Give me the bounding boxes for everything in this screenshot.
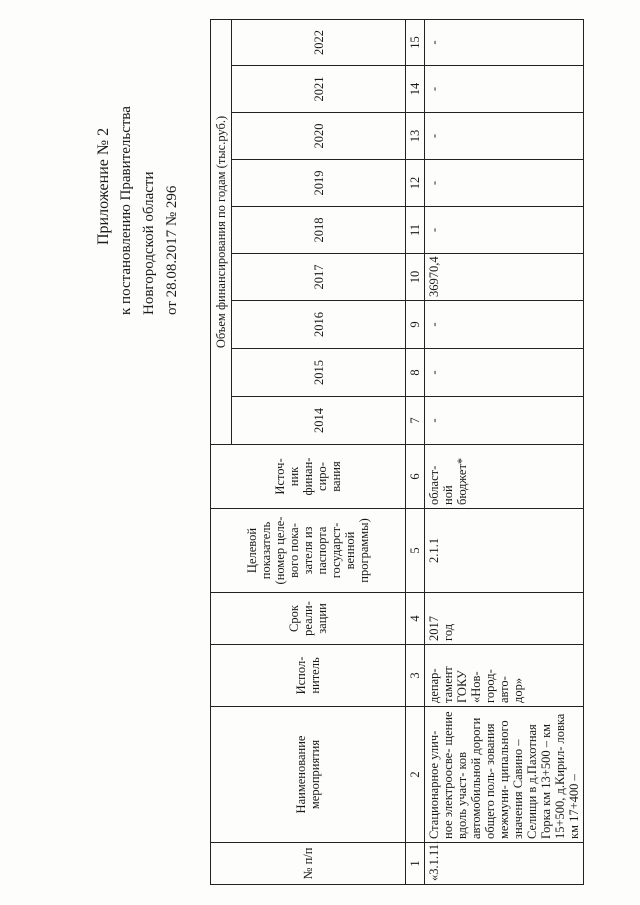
header-line: к постановлению Правительства bbox=[118, 106, 134, 315]
year-value: - bbox=[425, 66, 584, 113]
col-executor-header: Испол- нитель bbox=[211, 645, 406, 707]
year-header: 2014 bbox=[232, 397, 406, 445]
year-value: - bbox=[425, 301, 584, 349]
table-row bbox=[425, 20, 584, 885]
col-target-header: Целевой показатель (номер целе- вого пока- зателя из паспорта государст- венной программы) bbox=[211, 509, 406, 593]
col-number: 5 bbox=[406, 509, 425, 593]
year-value: - bbox=[425, 207, 584, 254]
col-number: 10 bbox=[406, 254, 425, 301]
year-value: - bbox=[425, 160, 584, 207]
col-number: 3 bbox=[406, 645, 425, 707]
col-number: 11 bbox=[406, 207, 425, 254]
year-header: 2016 bbox=[232, 301, 406, 349]
col-number: 8 bbox=[406, 349, 425, 397]
year-header: 2021 bbox=[232, 66, 406, 113]
col-number: 6 bbox=[406, 445, 425, 509]
year-value: - bbox=[425, 397, 584, 445]
target-indicator: 2.1.1 bbox=[425, 509, 584, 593]
executor: депар- тамент ГОКУ «Нов- город- авто- дор» bbox=[425, 645, 584, 707]
year-header: 2019 bbox=[232, 160, 406, 207]
col-number: 9 bbox=[406, 301, 425, 349]
funding-table bbox=[210, 19, 584, 885]
col-number: 4 bbox=[406, 593, 425, 645]
funding-source: област- ной бюджет* bbox=[425, 445, 584, 509]
col-number: 1 bbox=[406, 843, 425, 885]
col-term-header: Срок реали- зации bbox=[211, 593, 406, 645]
document-header bbox=[92, 15, 184, 315]
col-number: 15 bbox=[406, 20, 425, 66]
year-header: 2018 bbox=[232, 207, 406, 254]
year-value: - bbox=[425, 113, 584, 160]
year-value: - bbox=[425, 349, 584, 397]
row-number: «3.1.11. bbox=[425, 843, 584, 885]
col-source-header: Источ- ник финан- сиро- вания bbox=[211, 445, 406, 509]
header-line: Новгородской области bbox=[141, 171, 157, 315]
col-number: 13 bbox=[406, 113, 425, 160]
year-header: 2017 bbox=[232, 254, 406, 301]
year-header: 2015 bbox=[232, 349, 406, 397]
col-number: 14 bbox=[406, 66, 425, 113]
col-number: 12 bbox=[406, 160, 425, 207]
year-value: 36970,4 bbox=[425, 254, 584, 301]
col-number: 7 bbox=[406, 397, 425, 445]
year-header: 2022 bbox=[232, 20, 406, 66]
appendix-title: Приложение № 2 bbox=[95, 127, 112, 245]
year-header: 2020 bbox=[232, 113, 406, 160]
col-num-header: № п/п bbox=[211, 843, 406, 885]
measure-name: Стационарное улич- ное электроосве- щение вдоль участ- ков автомобильной дороги общего поль- зования межмуни- ципального значения Савино – Селищи в д.Пахотная Горка км 13+500 – км 15+500, д.Кирил- ловка км 17+400 – bbox=[425, 707, 584, 843]
col-name-header: Наименование мероприятия bbox=[211, 707, 406, 843]
term: 2017 год bbox=[425, 593, 584, 645]
funding-header: Объем финансирования по годам (тыс.руб.) bbox=[211, 20, 232, 445]
year-value: - bbox=[425, 20, 584, 66]
header-date: от 28.08.2017 № 296 bbox=[164, 185, 180, 315]
col-number: 2 bbox=[406, 707, 425, 843]
